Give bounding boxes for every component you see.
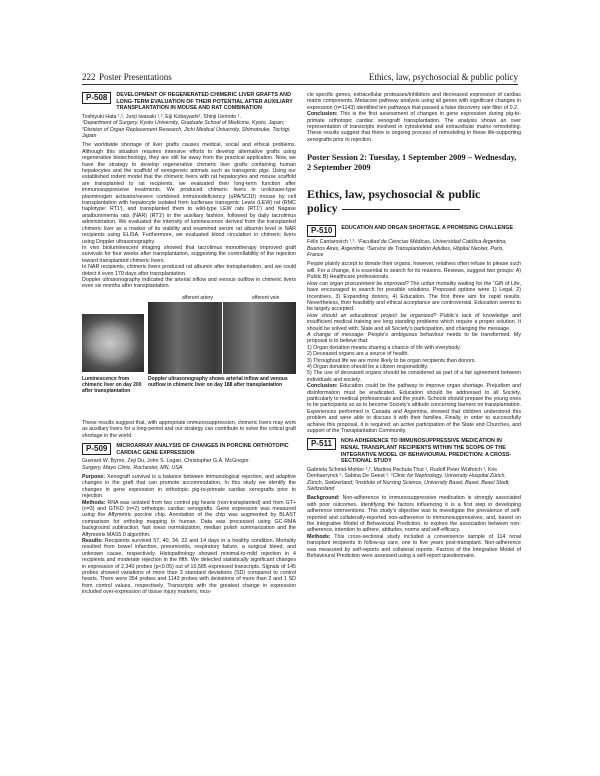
abstract-body: How should an educational project be organized? Public’s lack of knowledge and insufficient medical training are long standing problems which require a proper solution. It should be solved with: State and all Society’s participation, and changing the message.: [307, 312, 522, 332]
abstract-conclusion: Conclusion: This is the first assessment of changes in gene expression during pig-to-primate orthotopic cardiac xenograft transplantation. The analysis shows an over representation of transcripts involved in cytoskeletal and extracellular matrix remodeling. These results suggest that there is ongoing process of remodeling in these life-supporting xenografts prior to rejection.: [307, 111, 521, 143]
abstract-number: P-511: [307, 438, 336, 450]
authors-affiliation: Félix Cantarovich ¹,². ¹Facultad de Ciencias Médicas, Universidad Católica Argentina, Buenos Aires, Argentina; ²Service de Transplantation Adultes, Hôpital Necker, Paris, France: [307, 239, 507, 259]
abstract-number: P-508: [82, 92, 111, 104]
authors: Toshiyuki Hata ¹,², Junji Iwasaki ¹,², Eiji Kobayashi², Shinji Uemoto ¹.: [82, 113, 241, 120]
abstract-body: Background: Non-adherence to immunosuppressive medication is strongly associated with poor outcomes. Identifying the factors influencing it is a first step in developing adherence interventions. This study’s objective was to investigate the prevalence of self-reported and collaterally-reported non-adherence to immunosuppressives, and, based on the Integrative Model of Behavioural Prediction, to explore the association between non-adherence, intention to adhere, attitudes, norms and self-efficacy.: [307, 495, 521, 534]
abstract-conclusion: These results suggest that, with appropriate immunosuppression, chimeric livers may work as auxiliary livers for a long-period and our strategy can contribute to solve the critical graft shortage in the world.: [82, 419, 296, 439]
session-heading: Poster Session 2: Tuesday, 1 September 2009 – Wednesday, 2 September 2009: [307, 153, 517, 173]
abstract-body: Methods: RNA was isolated from two control pig hearts (non-transplanted) and from GT+ (n=3) and GTKO (n=2) orthotopic cardiac xenografts. Gene expression was measured using the Affymetric porcine chip. Annotation of the chip was augmented by BLAST comparison for ortholog mapping to human. Data was processed using GC-RMA background subtraction, fast loess normalization, median polish summarization and the Affymetrix MAS5.0 algorithm.: [82, 499, 296, 538]
header-rule: [82, 84, 518, 85]
abstract-body: The worldwide shortage of liver grafts causes medical, social and ethical problems. Although this situation requires intensive efforts to develop alternative grafts using regenerative biotechnology, they are still far away from the practical application. Now, we have the strategy to develop regenerative chimeric liver grafts containing human hepatocytes and the scaffold of xenogeneic animals such as transgenic pigs. Using our established rodent model that the chimeric livers with rat hepatocytes and mouse scaffold are transplanted to rat recipients, we evaluated their long-term function after immunosuppressive treatments. We produced chimeric livers in urokinase-type plasminogen activator/severe combined immunodeficiency (uPA/SCID) mouse by cell transplantation with hepatocyte isolated from luciferase transgenic Lewis (LEW) rat (RMC haplotype: RT1ˡ), and transplanted them to wild-type LEW rats (RT1ˡ) and Nagase analbuminemia rats (NAR) (RT1ˡ) in the auxiliary fashion, followed by daily tacrolimus administration. We evaluated the intensity of luminescence derived from the transplanted chimeric liver as a marker of its viability and examined serum rat albumin level in NAR recipients using ELISA. Furthermore, we evaluated blood circulation in chimeric livers using Doppler ultrasonography.: [82, 142, 296, 245]
abstract-title: MICROARRAY ANALYSIS OF CHANGES IN PORCINE ORTHOTOPIC CARDIAC GENE EXPRESSION: [116, 442, 289, 456]
abstract-body: A change of message: People’s ambiguous behaviour needs to be transformed. My proposal is to believe that:: [307, 331, 521, 345]
page-number: 222: [82, 72, 96, 82]
figure-label-efferent: efferent vein: [252, 294, 280, 301]
header-right-title: Ethics, law, psychosocial & public policy: [368, 72, 518, 82]
abstract-body: cle specific genes, extracellular proteases/inhibitors and decreased expression of cardiac matrix components. Metacore pathway analysis using all genes with significant changes in expression (n=1143) identified ten pathways that passed a false discovery rate filter of 0.2.: [307, 92, 521, 111]
abstract-body: In NAR recipients, chimeric livers produced rat albumin after transplantation, and we could detect it even 170 days after transplantation.: [82, 264, 296, 277]
list-item: 4) Organ donation should be a citizen responsibility.: [307, 363, 429, 370]
figure-caption: Luminescence from chimeric liver on day 200 after transplantation: [82, 375, 142, 394]
list-item: 2) Deceased organs are a source of health.: [307, 351, 409, 358]
abstract-number: P-510: [307, 225, 336, 237]
figure-caption: Doppler ultrasonography shows arterial inflow and venous outflow in chimeric liver on day 188 after transplantation: [148, 375, 288, 388]
figure-label-afferent: afferent artery: [182, 294, 214, 301]
list-item: 1) Organ donation means sharing a chance of life with everybody.: [307, 344, 461, 351]
right-column: [307, 92, 521, 560]
luminescence-image: [82, 314, 144, 372]
abstract-title: NON-ADHERENCE TO IMMUNOSUPPRESSIVE MEDICATION IN RENAL TRANSPLANT RECIPIENTS WITHIN THE SCOPE OF THE INTEGRATIVE MODEL OF BEHAVIOURAL PREDICTION: A CROSS-SECTIONAL STUDY: [340, 438, 512, 465]
list-item: 3) Throughout life we are more likely to be organ recipients than donors.: [307, 357, 476, 364]
figure-block: [82, 294, 296, 418]
abstract-body: People plainly accept to donate their organs, however, relatives often refuse to please such will. For a change, it is essential to search for its reasons. Reviews, suggest two groups: A) Public B) Healthcare professionals.: [307, 261, 521, 281]
abstract-body: How can organ procurement be improved? The unfair mortality waiting for the “Gift of Life, have encouraged to search for possible solutions. Proposed options were 1) Legal, 2) Incentives, 3) Expanding donors, 4) Education. The first three aim for rapid results. Nevertheless, their feasibility and ethical acceptance are controversial. Education seems to be largely accepted.: [307, 280, 521, 313]
abstract-header-p511: [307, 438, 521, 464]
abstract-conclusion: Conclusion: Education could be the pathway to improve organ shortage. Prejudism and disinformation must be eradicated. Education should be addressed to all Society, particularly to medical professionals and the youth. Schools should prepare the young ones to be participants so as to become Society’s attitude concerning barriers on transplantation. Experiences performed in Canada and Argentina, showed that children understood this problem and were able to discuss it with their families. Finally, in order to successfully achieve this proposal, it is required: an active participation of the State and Churches, and support of the Transplantation Community.: [307, 383, 521, 435]
abstract-body: In vivo bioluminescent imaging showed that tacrolimus monotherapy improved graft survivals for four weeks after transplantation, suggesting the controllability of the rejection toward transplanted chimeric livers.: [82, 244, 296, 264]
list-item: 5) The use of deceased organs should be considered as part of a fair agreement between individuals and society.: [307, 370, 521, 383]
abstract-body: Results: Recipients survived 57, 40, 34, 22 and 14 days in a healthy condition. Mortality resulted from bowel infarction, pneumonitis, respiratory failure, a surgical bleed, and unknown cause, respectively. Histopathology showed minimal-to-mild rejection in 4 recipients and moderate rejection in the fifth. We detected statistically significant changes in expression of 2,340 probes (p<0.05) out of 16,585 expressed transcripts. Signals of 145 probes showed variations of more than 3 standard deviations (SD) compared to control hearts. There were 354 probes and 1143 probes with deviations of more than 2 and 1 SD from control values, respectively. Transcripts with the greatest change in expression included over-expression of tissue injury markers, mus-: [82, 538, 296, 596]
left-column: [82, 92, 296, 596]
abstract-body: Purpose: Xenograft survival is a balance between immunological rejection, and adaptive changes in the graft that can promote accommodation. In this study we identify the changes in gene expression in orthotopic pig-to-primate cardiac xenografts prior to rejection.: [82, 473, 296, 500]
abstract-number: P-509: [82, 443, 111, 455]
affiliation: ¹Department of Surgery, Kyoto University, Graduate School of Medicine, Kyoto, Japan; ²Division of Organ Replacement Research, Jichi Medical University, Shimotsuke, Tochigi, Japan: [82, 120, 291, 139]
affiliation: Surgery, Mayo Clinic, Rochester, MN, USA: [82, 464, 183, 471]
header-section: Poster Presentations: [99, 72, 172, 82]
abstract-header-p510: [307, 225, 521, 237]
abstract-header-p508: [82, 92, 296, 112]
abstract-title: EDUCATION AND ORGAN SHORTAGE, A PROMISING CHALLENGE: [341, 225, 514, 232]
figure-divider: [222, 302, 223, 374]
abstract-title: DEVELOPMENT OF REGENERATED CHIMERIC LIVER GRAFTS AND LONG-TERM EVALUATION OF THEIR POTENTIAL AFTER AUXILIARY TRANSPLANTATION IN MOUSE AND RAT COMBINATION: [116, 92, 293, 112]
abstract-header-p509: [82, 443, 296, 456]
authors-affiliation: Gabriela Schmid-Mohler ¹,², Martina Pechula Thut ¹, Rudolf Peter Wüthrich ¹, Kris Denhaerynck ², Sabina De Geest ². ¹Clinic for Nephrology, University Hospital Zürich, Zürich, Switzerland; ²Institute of Nursing Science, University Basel, Basel, Basel Stadt, Switzerland: [307, 466, 510, 493]
abstract-body: Doppler ultrasonography indicated the arterial inflow and venous outflow in chimeric livers even six months after transplantation.: [82, 276, 296, 290]
abstract-body: Methods: This cross-sectional study included a convenience sample of 114 renal transplant recipients in follow-up care, one to five years post-transplant. Non-adherence was measured by self-reports and collateral reports. Factors of the Integrative Model of Behavioural Prediction were assessed using a self-report questionnaire.: [307, 533, 521, 560]
authors: Guerard W. Byrne, Zeji Du, John S. Logan, Christopher G.A. McGregor.: [82, 458, 250, 465]
section-heading: Ethics, law, psychosocial & public policy: [307, 187, 481, 216]
